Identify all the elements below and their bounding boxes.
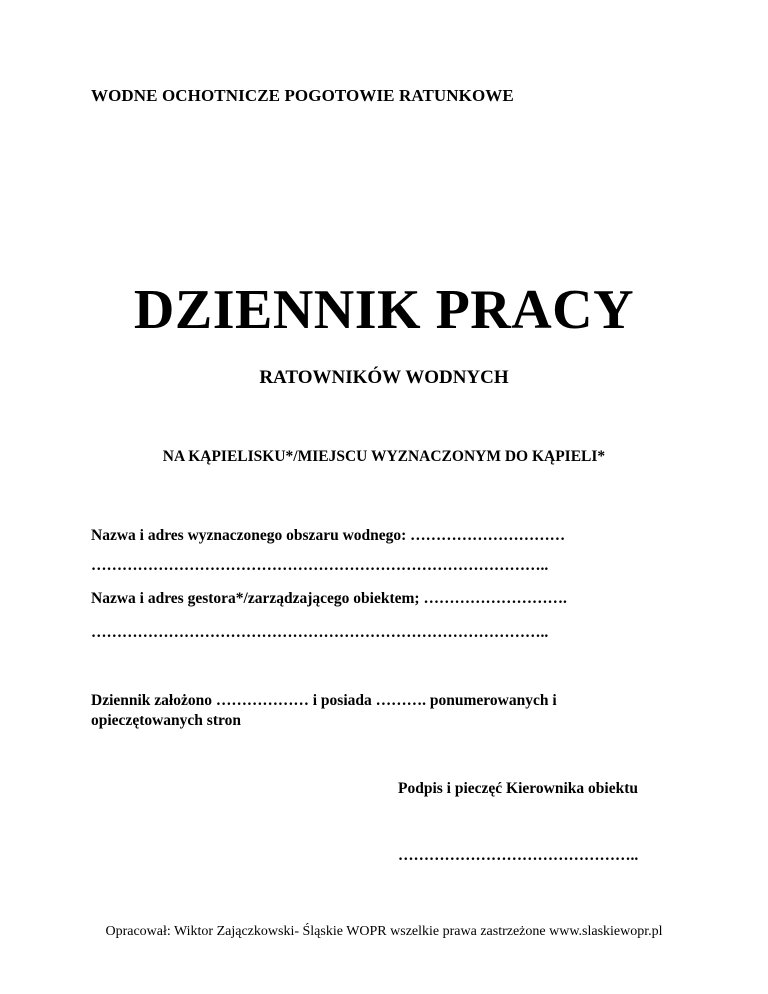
signature-label: Podpis i pieczęć Kierownika obiektu [398,780,638,797]
organization-name: WODNE OCHOTNICZE POGOTOWIE RATUNKOWE [91,86,514,105]
water-area-field: Nazwa i adres wyznaczonego obszaru wodnego: ………………………… [91,527,566,544]
operator-field: Nazwa i adres gestora*/zarządzającego obiektem; ………………………. [91,590,567,607]
document-subtitle: RATOWNIKÓW WODNYCH [259,367,509,388]
established-line-2: opieczętowanych stron [91,712,241,729]
water-area-dots: …………………………………………………………………………….. [91,557,549,574]
document-title: DZIENNIK PRACY [133,279,635,341]
established-line-1: Dziennik założono ……………… i posiada ………. ponumerowanych i [91,692,557,709]
location-type: NA KĄPIELISKU*/MIEJSCU WYZNACZONYM DO KĄPIELI* [162,448,606,465]
signature-dots: ……………………………………….. [398,847,639,864]
operator-dots: …………………………………………………………………………….. [91,624,549,641]
footer-credits: Opracował: Wiktor Zajączkowski- Śląskie WOPR wszelkie prawa zastrzeżone www.slaskiewopr.pl [105,924,663,939]
